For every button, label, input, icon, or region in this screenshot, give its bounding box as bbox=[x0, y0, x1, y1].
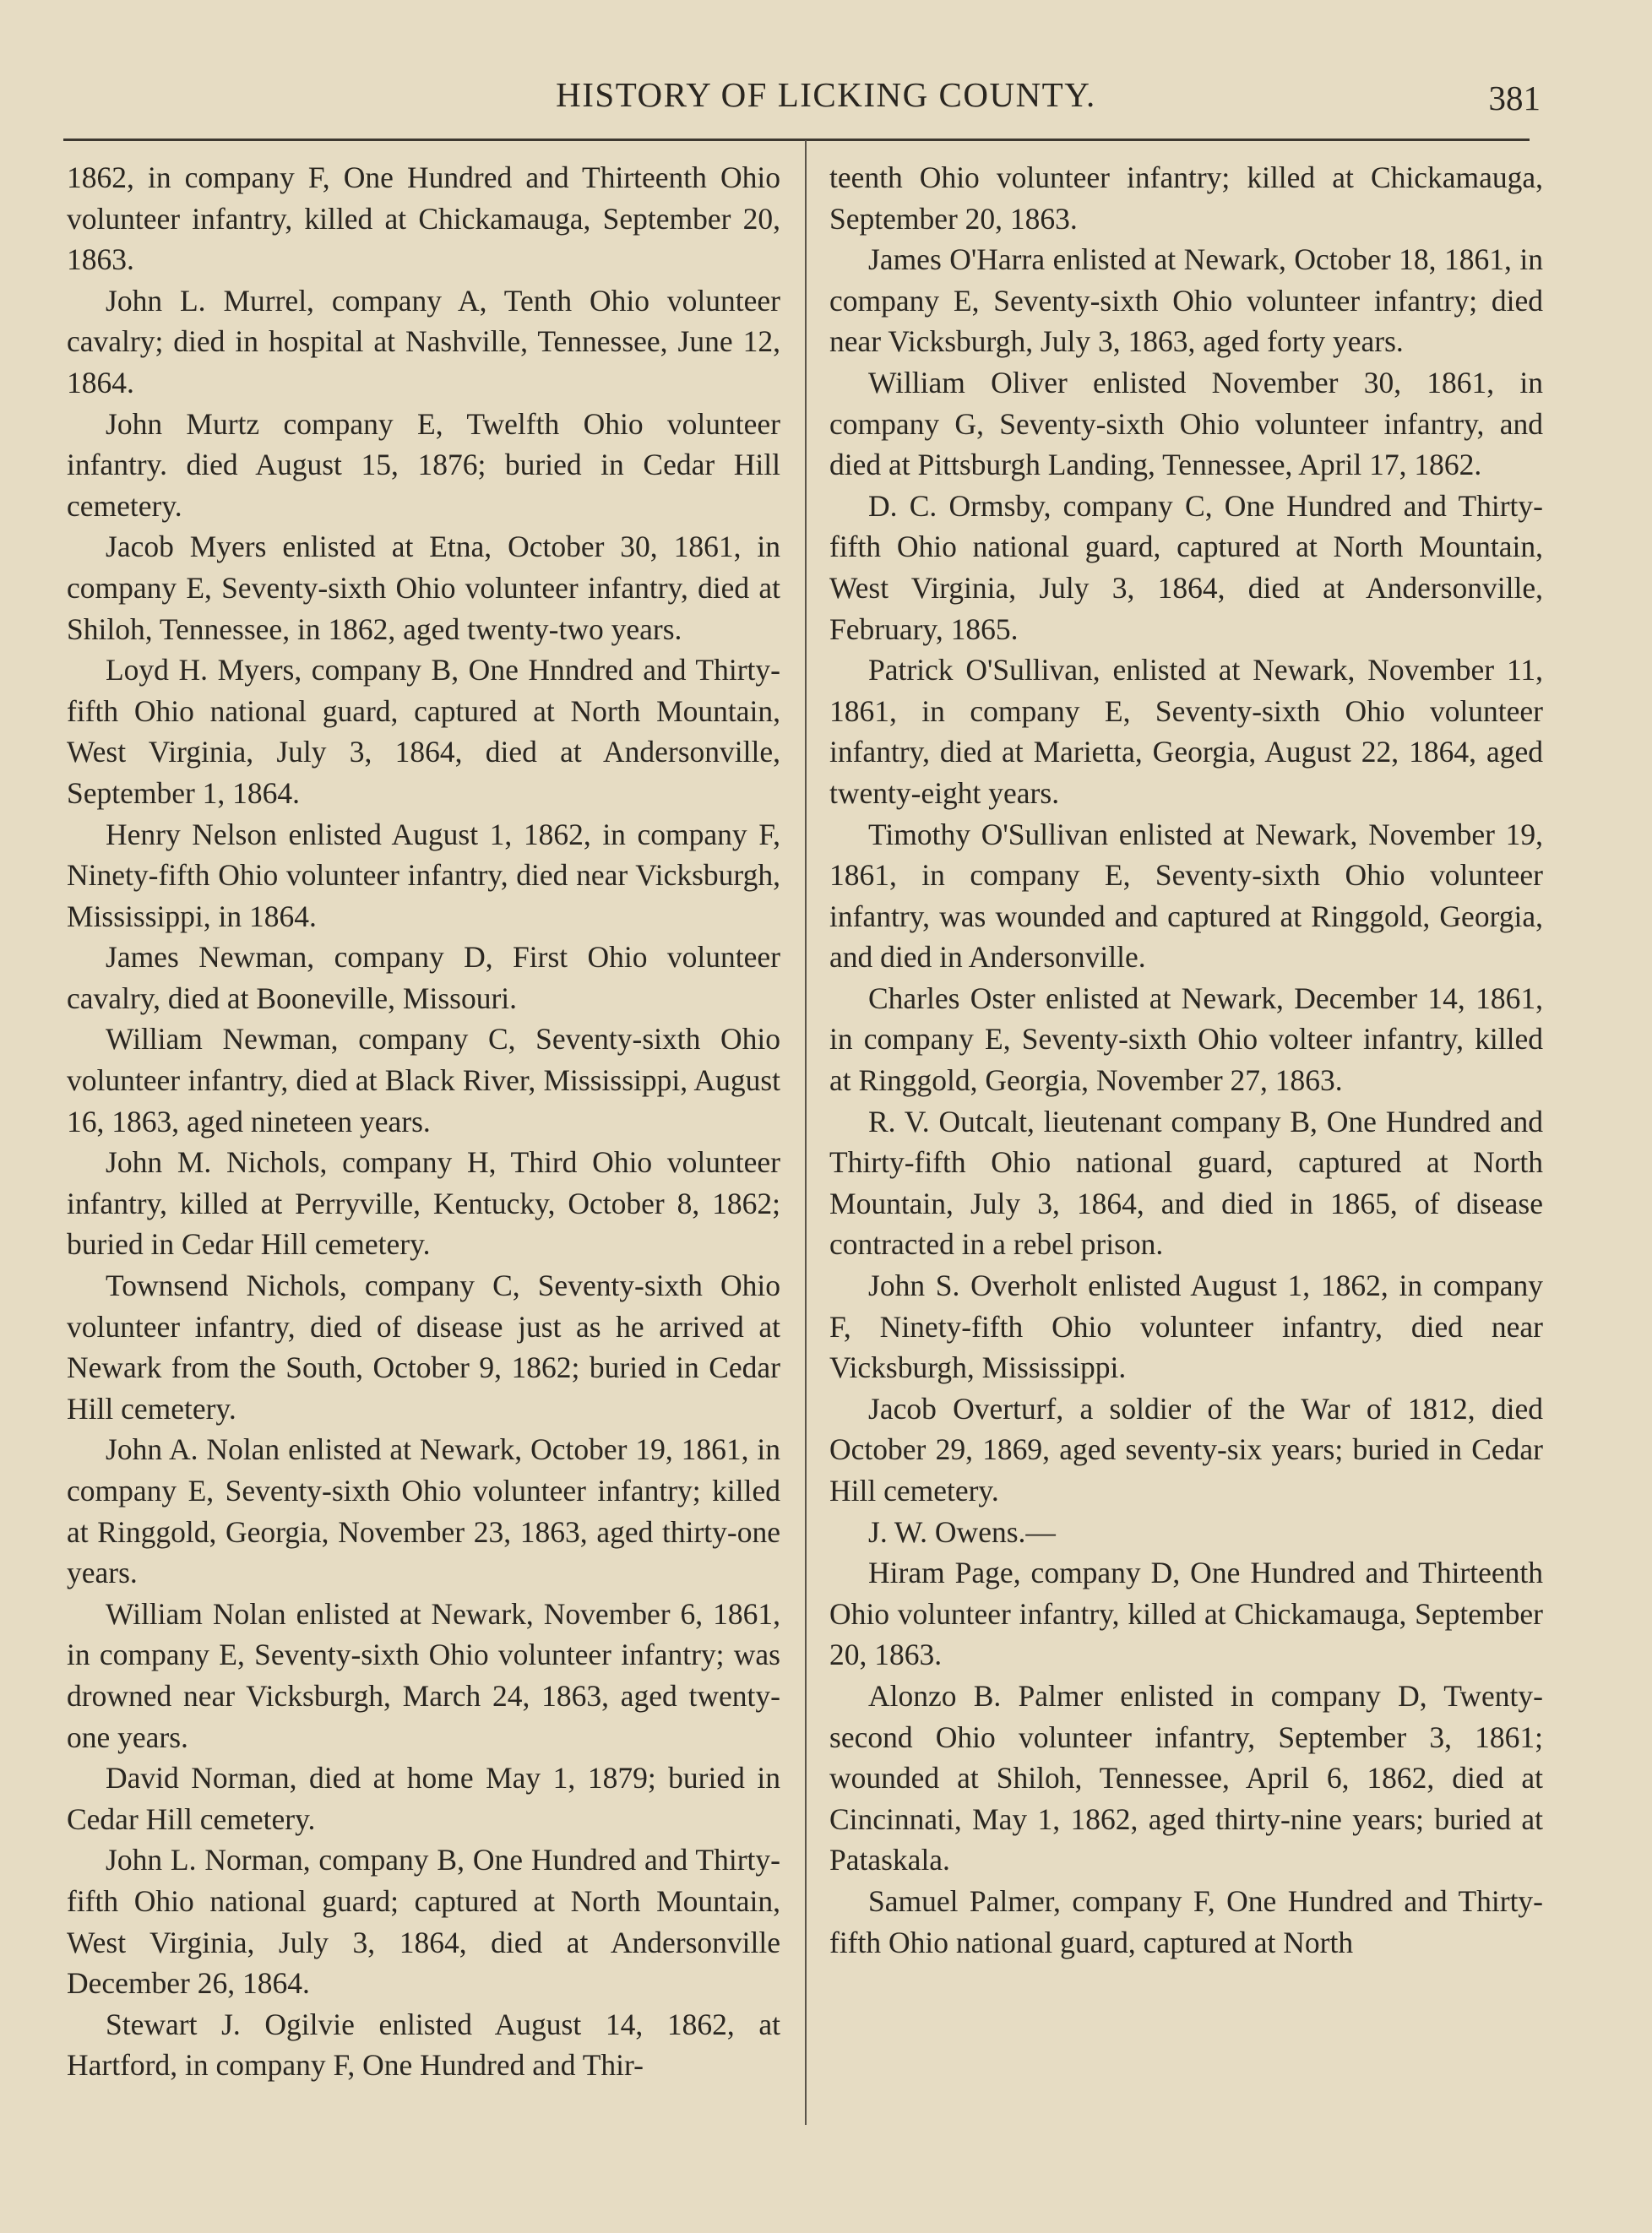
page-header bbox=[0, 74, 1652, 117]
left-column bbox=[67, 157, 780, 2086]
entry-paragraph: William Nolan enlisted at Newark, November 6, 1861, in company E, Seventy-sixth Ohio volunteer infantry; was drowned near Vicksburgh, March 24, 1863, aged twenty-one years. bbox=[67, 1596, 780, 1754]
entry-paragraph: William Oliver enlisted November 30, 1861, in company G, Seventy-sixth Ohio volunteer infantry, and died at Pittsburgh Landing, Tennessee, April 17, 1862. bbox=[829, 365, 1543, 482]
entry-paragraph: Jacob Myers enlisted at Etna, October 30, 1861, in company E, Seventy-sixth Ohio volunteer infantry, died at Shiloh, Tennessee, in 1862, aged twenty-two years. bbox=[67, 530, 780, 646]
entry-paragraph: Loyd H. Myers, company B, One Hnndred and Thirty-fifth Ohio national guard, captured at North Mountain, West Virginia, July 3, 1864, died at Andersonville, September 1, 1864. bbox=[67, 653, 780, 810]
entry-paragraph: James Newman, company D, First Ohio volunteer cavalry, died at Booneville, Missouri. bbox=[67, 940, 780, 1015]
entry-paragraph: D. C. Ormsby, company C, One Hundred and Thirty-fifth Ohio national guard, captured at North Mountain, West Virginia, July 3, 1864, died at Andersonville, February, 1865. bbox=[829, 488, 1543, 646]
entry-paragraph: William Newman, company C, Seventy-sixth Ohio volunteer infantry, died at Black River, Mississippi, August 16, 1863, aged nineteen years. bbox=[67, 1022, 780, 1138]
entry-paragraph: Henry Nelson enlisted August 1, 1862, in company F, Ninety-fifth Ohio volunteer infantry, died near Vicksburgh, Mississippi, in 1864. bbox=[67, 817, 780, 933]
entry-paragraph: Hiram Page, company D, One Hundred and Thirteenth Ohio volunteer infantry, killed at Chickamauga, September 20, 1863. bbox=[829, 1556, 1543, 1672]
entry-paragraph: J. W. Owens.— bbox=[868, 1514, 1056, 1549]
entry-paragraph: David Norman, died at home May 1, 1879; buried in Cedar Hill cemetery. bbox=[67, 1761, 780, 1836]
page-number: 381 bbox=[1488, 79, 1541, 117]
entry-paragraph: John A. Nolan enlisted at Newark, October 19, 1861, in company E, Seventy-sixth Ohio volunteer infantry; killed at Ringgold, Georgia, November 23, 1863, aged thirty-one years. bbox=[67, 1432, 780, 1590]
entry-paragraph: Stewart J. Ogilvie enlisted August 14, 1862, at Hartford, in company F, One Hundred and Thir- bbox=[67, 2007, 780, 2083]
entry-paragraph: John Murtz company E, Twelfth Ohio volunteer infantry. died August 15, 1876; buried in Cedar Hill cemetery. bbox=[67, 406, 780, 523]
entry-paragraph: John M. Nichols, company H, Third Ohio volunteer infantry, killed at Perryville, Kentucky, October 8, 1862; buried in Cedar Hill cemetery. bbox=[67, 1145, 780, 1262]
entry-paragraph: John L. Norman, company B, One Hundred and Thirty-fifth Ohio national guard; captured at North Mountain, West Virginia, July 3, 1864, died at Andersonville December 26, 1864. bbox=[67, 1843, 780, 2001]
entry-paragraph: 1862, in company F, One Hundred and Thirteenth Ohio volunteer infantry, killed at Chickamauga, September 20, 1863. bbox=[67, 160, 780, 277]
entry-paragraph: Townsend Nichols, company C, Seventy-sixth Ohio volunteer infantry, died of disease just as he arrived at Newark from the South, October 9, 1862; buried in Cedar Hill cemetery. bbox=[67, 1269, 780, 1426]
right-column bbox=[829, 157, 1543, 1963]
entry-paragraph: John L. Murrel, company A, Tenth Ohio volunteer cavalry; died in hospital at Nashville, Tennessee, June 12, 1864. bbox=[67, 283, 780, 399]
entry-paragraph: James O'Harra enlisted at Newark, October 18, 1861, in company E, Seventy-sixth Ohio volunteer infantry; died near Vicksburgh, July 3, 1863, aged forty years. bbox=[829, 242, 1543, 359]
entry-paragraph: Charles Oster enlisted at Newark, December 14, 1861, in company E, Seventy-sixth Ohio volteer infantry, killed at Ringgold, Georgia, November 27, 1863. bbox=[829, 981, 1543, 1098]
entry-paragraph: teenth Ohio volunteer infantry; killed at Chickamauga, September 20, 1863. bbox=[829, 160, 1543, 236]
entry-paragraph: John S. Overholt enlisted August 1, 1862, in company F, Ninety-fifth Ohio volunteer infantry, died near Vicksburgh, Mississippi. bbox=[829, 1269, 1543, 1385]
entry-paragraph: Alonzo B. Palmer enlisted in company D, Twenty-second Ohio volunteer infantry, September 3, 1861; wounded at Shiloh, Tennessee, April 6, 1862, died at Cincinnati, May 1, 1862, aged thirty-nine years; buried at Pataskala. bbox=[829, 1678, 1543, 1877]
header-rule bbox=[63, 139, 1530, 141]
entry-paragraph: Timothy O'Sullivan enlisted at Newark, November 19, 1861, in company E, Seventy-sixth Ohio volunteer infantry, was wounded and captured at Ringgold, Georgia, and died in Andersonville. bbox=[829, 817, 1543, 975]
column-divider bbox=[805, 140, 807, 2125]
entry-paragraph: Patrick O'Sullivan, enlisted at Newark, November 11, 1861, in company E, Seventy-sixth Ohio volunteer infantry, died at Marietta, Georgia, August 22, 1864, aged twenty-eight years. bbox=[829, 653, 1543, 810]
running-title: HISTORY OF LICKING COUNTY. bbox=[556, 75, 1096, 114]
entry-paragraph: R. V. Outcalt, lieutenant company B, One Hundred and Thirty-fifth Ohio national guard, captured at North Mountain, July 3, 1864, and died in 1865, of disease contracted in a rebel prison. bbox=[829, 1104, 1543, 1262]
entry-paragraph: Samuel Palmer, company F, One Hundred and Thirty-fifth Ohio national guard, captured at North bbox=[829, 1883, 1543, 1959]
entry-paragraph: Jacob Overturf, a soldier of the War of 1812, died October 29, 1869, aged seventy-six years; buried in Cedar Hill cemetery. bbox=[829, 1391, 1543, 1508]
